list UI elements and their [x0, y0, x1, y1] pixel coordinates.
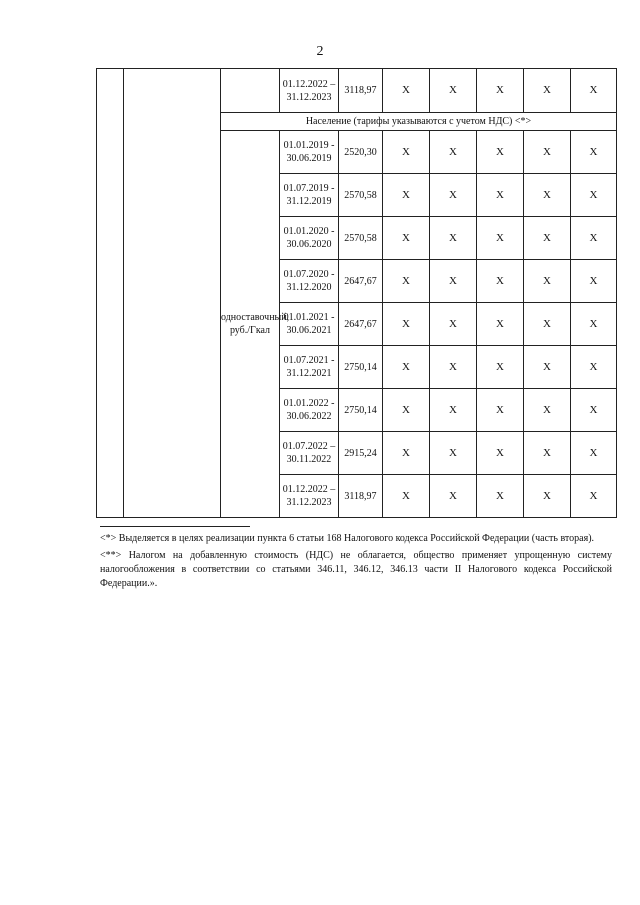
x-mark-cell: Х [383, 131, 430, 174]
x-mark-cell: Х [524, 174, 571, 217]
x-mark-cell: Х [477, 475, 524, 518]
unit-label: одноставочный, руб./Гкал [221, 131, 280, 518]
price-cell: 2647,67 [339, 260, 383, 303]
price-cell: 2570,58 [339, 174, 383, 217]
x-mark-cell: Х [571, 303, 617, 346]
table-row-top [97, 69, 617, 113]
x-mark-cell: Х [430, 389, 477, 432]
price-cell: 2750,14 [339, 389, 383, 432]
x-mark-cell: Х [477, 303, 524, 346]
x-mark-cell: Х [524, 346, 571, 389]
x-mark-cell: Х [383, 174, 430, 217]
x-mark-cell: Х [383, 260, 430, 303]
period-cell: 01.07.2021 - 31.12.2021 [280, 346, 339, 389]
period-cell: 01.01.2019 - 30.06.2019 [280, 131, 339, 174]
x-mark-cell: Х [477, 131, 524, 174]
x-mark-cell: Х [430, 303, 477, 346]
x-mark-cell: Х [477, 389, 524, 432]
x-mark-cell: Х [524, 217, 571, 260]
x-mark-cell: Х [571, 69, 617, 113]
x-mark-cell: Х [430, 69, 477, 113]
x-mark-cell: Х [383, 69, 430, 113]
period-cell: 01.07.2019 - 31.12.2019 [280, 174, 339, 217]
tariff-table [96, 68, 617, 518]
x-mark-cell: Х [383, 432, 430, 475]
page-number: 2 [316, 44, 324, 59]
x-mark-cell: Х [430, 174, 477, 217]
x-mark-cell: Х [571, 174, 617, 217]
x-mark-cell: Х [524, 432, 571, 475]
x-mark-cell: Х [524, 131, 571, 174]
x-mark-cell: Х [571, 346, 617, 389]
x-mark-cell: Х [571, 217, 617, 260]
empty-cell-col1 [97, 69, 124, 518]
x-mark-cell: Х [430, 432, 477, 475]
x-mark-cell: Х [430, 131, 477, 174]
x-mark-cell: Х [524, 69, 571, 113]
x-mark-cell: Х [571, 389, 617, 432]
empty-cell-col2 [124, 69, 221, 518]
x-mark-cell: Х [477, 174, 524, 217]
x-mark-cell: Х [571, 260, 617, 303]
x-mark-cell: Х [383, 475, 430, 518]
x-mark-cell: Х [430, 475, 477, 518]
x-mark-cell: Х [571, 475, 617, 518]
section-label: Население (тарифы указываются с учетом НДС) <*> [221, 113, 617, 131]
footnote-vat-allocation: <*> Выделяется в целях реализации пункта 6 статьи 168 Налогового кодекса Российской Федерации (часть вторая). [100, 533, 595, 544]
x-mark-cell: Х [571, 432, 617, 475]
period-cell: 01.01.2021 - 30.06.2021 [280, 303, 339, 346]
x-mark-cell: Х [383, 217, 430, 260]
x-mark-cell: Х [524, 389, 571, 432]
x-mark-cell: Х [477, 69, 524, 113]
x-mark-cell: Х [477, 217, 524, 260]
period-cell: 01.07.2022 – 30.11.2022 [280, 432, 339, 475]
footnote-vat-exempt: <**> Налогом на добавленную стоимость (НДС) не облагается, общество применяет упрощенную систему налогообложения в соответствии со статьями 346.11, 346.12, 346.13 части II Налогового кодекса Российской Федерации.». [100, 550, 612, 589]
price-cell: 3118,97 [339, 475, 383, 518]
x-mark-cell: Х [524, 303, 571, 346]
footnotes [100, 532, 612, 594]
x-mark-cell: Х [383, 346, 430, 389]
price-cell: 3118,97 [339, 69, 383, 113]
price-cell: 2750,14 [339, 346, 383, 389]
period-cell: 01.01.2020 - 30.06.2020 [280, 217, 339, 260]
x-mark-cell: Х [430, 260, 477, 303]
price-cell: 2520,30 [339, 131, 383, 174]
period-cell: 01.01.2022 - 30.06.2022 [280, 389, 339, 432]
period-cell: 01.07.2020 - 31.12.2020 [280, 260, 339, 303]
empty-cell-col3 [221, 69, 280, 113]
x-mark-cell: Х [477, 260, 524, 303]
x-mark-cell: Х [430, 217, 477, 260]
price-cell: 2570,58 [339, 217, 383, 260]
x-mark-cell: Х [383, 303, 430, 346]
price-cell: 2647,67 [339, 303, 383, 346]
x-mark-cell: Х [524, 260, 571, 303]
period-cell: 01.12.2022 – 31.12.2023 [280, 69, 339, 113]
footnote-divider [100, 526, 250, 527]
x-mark-cell: Х [524, 475, 571, 518]
period-cell: 01.12.2022 – 31.12.2023 [280, 475, 339, 518]
x-mark-cell: Х [477, 346, 524, 389]
price-cell: 2915,24 [339, 432, 383, 475]
x-mark-cell: Х [477, 432, 524, 475]
x-mark-cell: Х [383, 389, 430, 432]
x-mark-cell: Х [571, 131, 617, 174]
x-mark-cell: Х [430, 346, 477, 389]
